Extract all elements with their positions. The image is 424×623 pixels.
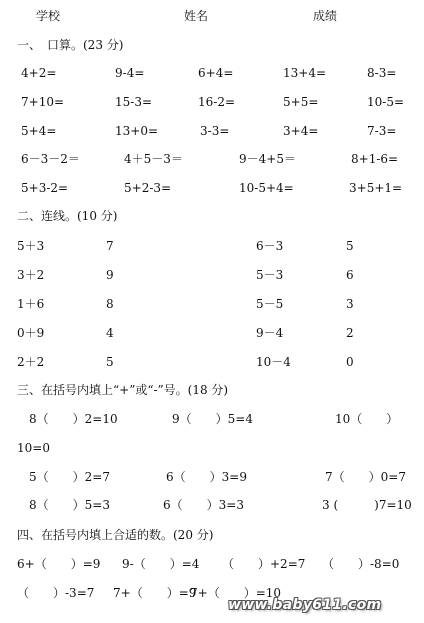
s2-left-expr-2: 3＋2 — [17, 268, 45, 282]
s2-left-num-5: 5 — [106, 355, 114, 369]
s2-right-expr-2: 5－3 — [256, 268, 284, 282]
s1-r1-c3: 6+4= — [198, 66, 234, 80]
s4-item-7: 7+（ ）=10 — [190, 586, 282, 600]
s1-r2-c2: 15-3= — [115, 95, 153, 109]
s3-item-5: 5（ ）2=7 — [29, 470, 110, 484]
s4-item-6: 7+（ ）=9 — [113, 586, 197, 600]
name-label: 姓名 — [184, 9, 209, 23]
s2-right-expr-4: 9－4 — [256, 326, 284, 340]
s2-right-expr-5: 10－4 — [256, 355, 291, 369]
s2-right-expr-3: 5－5 — [256, 297, 284, 311]
s2-right-num-1: 5 — [346, 239, 354, 253]
s1-r3-c1: 5+4= — [21, 124, 57, 138]
s2-left-expr-1: 5＋3 — [17, 239, 45, 253]
score-label: 成绩 — [313, 9, 338, 23]
s1-r3-c3: 3-3= — [200, 124, 230, 138]
s3-item-1: 8（ ）2=10 — [29, 412, 118, 426]
section1-title: 一、 口算。(23 分) — [17, 38, 124, 52]
s2-right-num-2: 6 — [346, 268, 354, 282]
s1-r5-c3: 10-5+4= — [239, 181, 294, 195]
s1-r2-c4: 5+5= — [283, 95, 319, 109]
s2-right-num-5: 0 — [346, 355, 354, 369]
s3-item-7: 7（ ）0=7 — [325, 470, 406, 484]
s1-r3-c4: 3+4= — [283, 124, 319, 138]
s4-item-4: （ ）-8=0 — [322, 557, 400, 571]
s1-r5-c4: 3+5+1= — [349, 181, 403, 195]
s2-left-expr-3: 1＋6 — [17, 297, 45, 311]
s3-item-4: 10=0 — [17, 441, 50, 455]
s1-r1-c4: 13+4= — [283, 66, 327, 80]
s3-item-6: 6（ ）3=9 — [166, 470, 247, 484]
section3-title: 三、在括号内填上“+”或“-”号。(18 分) — [17, 383, 229, 397]
s1-r2-c5: 10-5= — [367, 95, 405, 109]
s4-item-3: （ ）+2=7 — [222, 557, 306, 571]
s2-left-num-2: 9 — [106, 268, 114, 282]
s1-r1-c5: 8-3= — [367, 66, 397, 80]
s3-item-10: 3 ( )7=10 — [322, 498, 412, 512]
s1-r4-c1: 6－3－2＝ — [21, 152, 80, 166]
s4-item-2: 9-（ ）=4 — [122, 557, 200, 571]
s2-left-num-3: 8 — [106, 297, 114, 311]
s1-r1-c2: 9-4= — [115, 66, 145, 80]
s2-right-num-4: 2 — [346, 326, 354, 340]
s1-r2-c3: 16-2= — [198, 95, 236, 109]
s1-r3-c2: 13+0= — [115, 124, 159, 138]
s3-item-2: 9（ ）5=4 — [172, 412, 253, 426]
s1-r5-c2: 5+2-3= — [124, 181, 172, 195]
s3-item-8: 8（ ）5=3 — [29, 498, 110, 512]
school-label: 学校 — [36, 9, 61, 23]
s2-left-expr-4: 0＋9 — [17, 326, 45, 340]
s3-item-9: 6（ ）3=3 — [163, 498, 244, 512]
s1-r4-c3: 9－4+5＝ — [239, 152, 296, 166]
s2-left-num-1: 7 — [106, 239, 114, 253]
s4-item-1: 6+（ ）=9 — [17, 557, 101, 571]
s2-right-num-3: 3 — [346, 297, 354, 311]
s1-r4-c2: 4＋5－3＝ — [124, 152, 183, 166]
s1-r1-c1: 4+2= — [21, 66, 57, 80]
section2-title: 二、连线。(10 分) — [17, 209, 118, 223]
s1-r4-c4: 8+1-6= — [351, 152, 399, 166]
s3-item-3: 10（ ） — [335, 412, 399, 426]
s4-item-5: （ ）-3=7 — [17, 586, 95, 600]
section4-title: 四、在括号内填上合适的数。(20 分) — [17, 528, 214, 542]
watermark-text: www.baby611.com — [228, 597, 382, 613]
s1-r2-c1: 7+10= — [21, 95, 65, 109]
s2-left-num-4: 4 — [106, 326, 114, 340]
s2-left-expr-5: 2＋2 — [17, 355, 45, 369]
s1-r3-c5: 7-3= — [367, 124, 397, 138]
s1-r5-c1: 5+3-2= — [21, 181, 69, 195]
s2-right-expr-1: 6－3 — [256, 239, 284, 253]
